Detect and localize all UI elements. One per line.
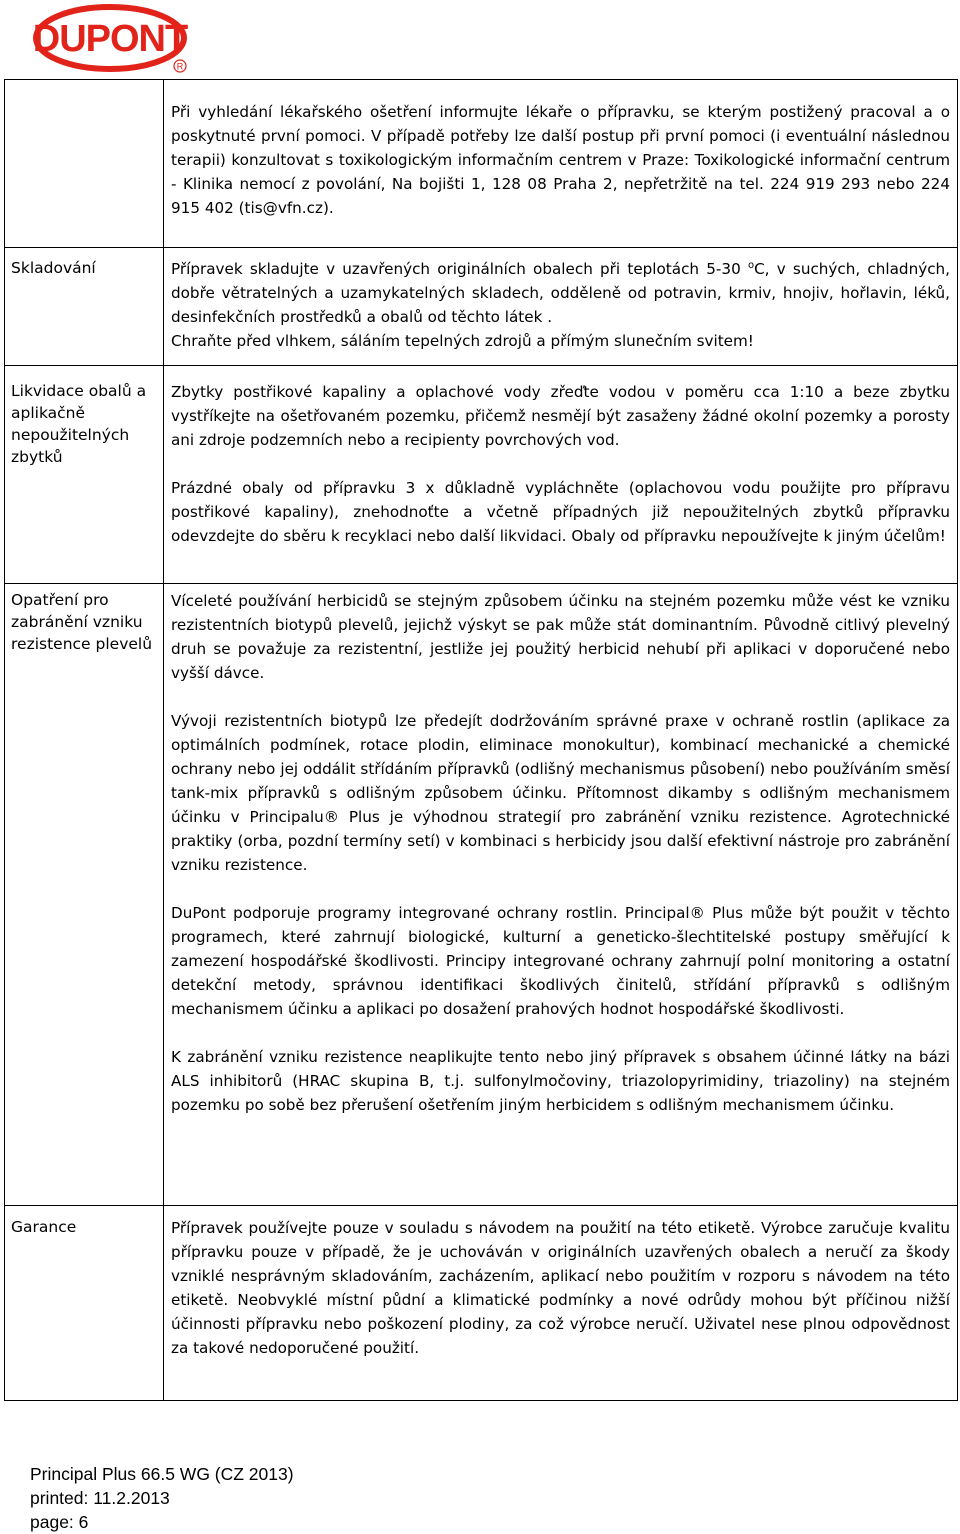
row-label-text: Likvidace obalů a aplikačně nepoužitelných zbytků [11, 382, 147, 466]
paragraph: DuPont podporuje programy integrované ochrany rostlin. Principal® Plus může být použit v těchto programech, které zahrnují biologické, kulturní a geneticko-šlechtitelské postupy směřující k zamezení hospodářské škodlivosti. Principy integrované ochrany zahrnují polní monitoring a ostatní detekční metody, správnou identifikaci škodlivých činitelů, střídání přípravků s odlišným mechanismem účinku a aplikaci po dosažení prahových hodnot hospodářské škodlivosti. [171, 904, 950, 1018]
dupont-logo [32, 4, 194, 74]
footer-printed-date: printed: 11.2.2013 [30, 1488, 170, 1508]
footer-page-number: page: 6 [30, 1512, 89, 1532]
paragraph: Prázdné obaly od přípravku 3 x důkladně vypláchněte (oplachovou vodu použijte pro přípravu postřikové kapaliny), znehodnoťte a včetně případných již nepoužitelných zbytků přípravku odevzdejte do sběru k recyklaci nebo další likvidaci. Obaly od přípravku nepoužívejte k jiným účelům! [171, 479, 950, 545]
paragraph: Zbytky postřikové kapaliny a oplachové vody zřeďte vodou v poměru cca 1:10 a beze zbytku vystříkejte na ošetřovaném pozemku, přičemž nesmějí být zasaženy žádné okolní pozemky a porosty ani zdroje podzemních nebo a recipienty povrchových vod. [171, 383, 950, 449]
paragraph: Přípravek používejte pouze v souladu s návodem na použití na této etiketě. Výrobce zaručuje kvalitu přípravku pouze v případě, že je uchováván v originálních uzavřených obalech a neručí za škody vzniklé nesprávným skladováním, zacházením, aplikací nebo použitím v rozporu s návodem na této etiketě. Neobvyklé místní půdní a klimatické podmínky a nové odrůdy mohou být příčinou nižší účinnosti přípravku nebo poškození plodiny, za což výrobce neručí. Uživatel nese plnou odpovědnost za takové nedoporučené použití. [171, 1219, 950, 1357]
paragraph: Víceleté používání herbicidů se stejným způsobem účinku na stejném pozemku může vést ke vzniku rezistentních biotypů plevelů, jejichž výskyt se pak může stát dominantním. Původně citlivý plevelný druh se považuje za rezistentní, jestliže jej použitý herbicid nehubí při aplikaci v doporučené nebo vyšší dávce. [171, 592, 950, 682]
row-content [164, 248, 958, 366]
footer-product: Principal Plus 66.5 WG (CZ 2013) [30, 1464, 294, 1484]
logo-text: DUPONT [32, 18, 188, 60]
page-footer [30, 1462, 294, 1534]
label-table [4, 79, 958, 1401]
row-label [5, 80, 164, 248]
paragraph: K zabránění vzniku rezistence neaplikujte tento nebo jiný přípravek s obsahem účinné látky na bázi ALS inhibitorů (HRAC skupina B, t.j. sulfonylmočoviny, triazolopyrimidiny, triazoliny) na stejném pozemku po sobě bez přerušení ošetřením jiným herbicidem s odlišným mechanismem účinku. [171, 1048, 950, 1114]
row-label-text: Skladování [11, 259, 96, 277]
row-label [5, 366, 164, 584]
row-label-text: Opatření pro zabránění vzniku rezistence plevelů [11, 591, 153, 653]
row-content [164, 584, 958, 1206]
paragraph: Přípravek skladujte v uzavřených originálních obalech při teplotách 5-30 $^o$C, v suchých, chladných, dobře větratelných a uzamykatelných skladech, odděleně od potravin, krmiv, hnojiv, hořlavin, léků, desinfekčních prostředků a obalů od těchto látek . [171, 259, 950, 326]
table-row-guarantee [5, 1206, 958, 1401]
svg-text:R: R [176, 61, 184, 72]
row-label [5, 584, 164, 1206]
table-row-resistence [5, 584, 958, 1206]
paragraph: Chraňte před vlhkem, sáláním tepelných zdrojů a přímým slunečním svitem! [171, 332, 754, 350]
row-label [5, 248, 164, 366]
paragraph: Při vyhledání lékařského ošetření informujte lékaře o přípravku, se kterým postižený pracoval a o poskytnuté první pomoci. V případě potřeby lze další postup při první pomoci (i eventuální následnou terapii) konzultovat s toxikologickým informačním centrem v Praze: Toxikologické informační centrum - Klinika nemocí z povolání, Na bojišti 1, 128 08 Praha 2, nepřetržitě na tel. 224 919 293 nebo 224 915 402 (tis@vfn.cz). [171, 103, 950, 217]
row-label [5, 1206, 164, 1401]
paragraph: Vývoji rezistentních biotypů lze předejít dodržováním správné praxe v ochraně rostlin (aplikace za optimálních podmínek, rotace plodin, eliminace monokultur), kombinací mechanické a chemické ochrany nebo jej oddálit střídáním přípravků (odlišný mechanismus působení) nebo používáním směsí tank-mix přípravků s odlišným způsobem účinku. Přítomnost dikamby s odlišným mechanismem účinku v Principalu® Plus je výhodnou strategií pro zabránění vzniku rezistence. Agrotechnické praktiky (orba, pozdní termíny setí) v kombinaci s herbicidy jsou další efektivní nástroje pro zabránění vzniku rezistence. [171, 712, 950, 874]
table-row-storage [5, 248, 958, 366]
row-content [164, 1206, 958, 1401]
row-content [164, 366, 958, 584]
row-label-text: Garance [11, 1218, 77, 1236]
table-row-disposal [5, 366, 958, 584]
row-content [164, 80, 958, 248]
table-row-first-aid [5, 80, 958, 248]
